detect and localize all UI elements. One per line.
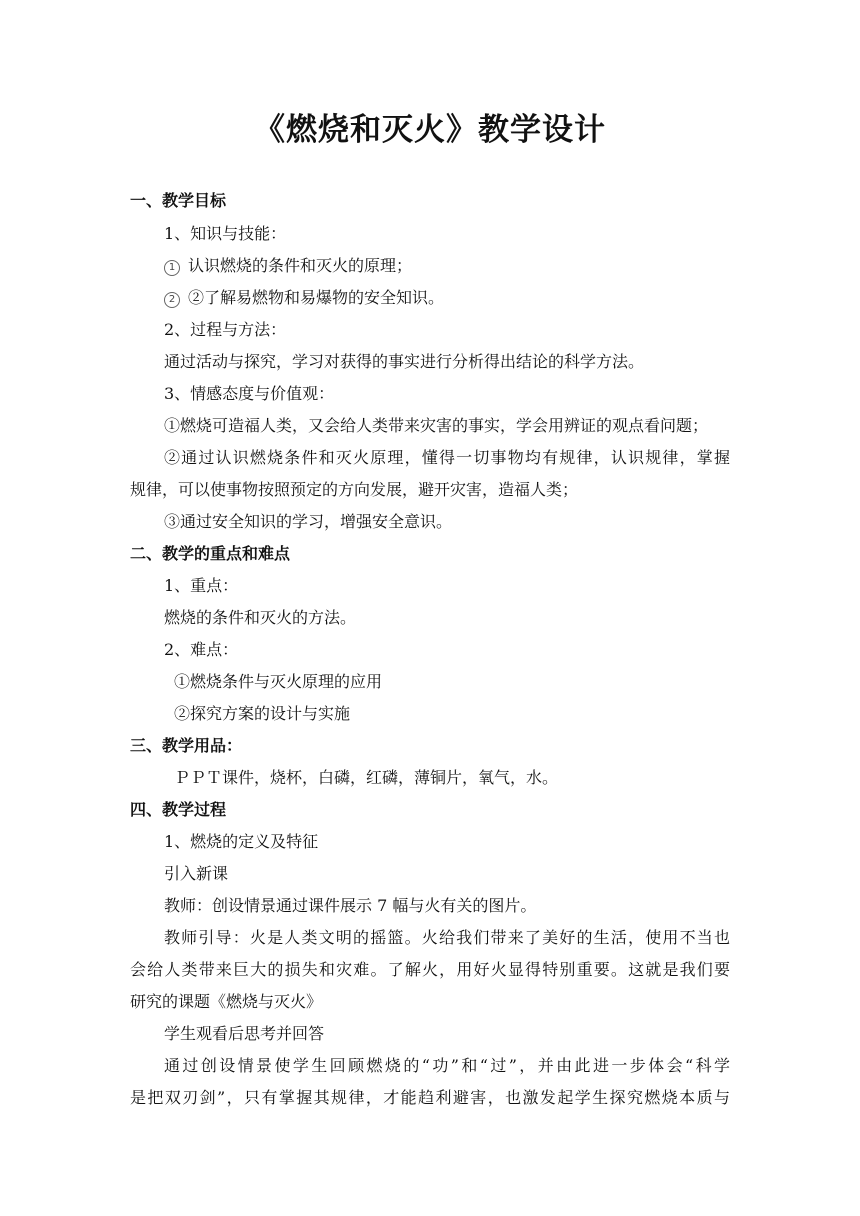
paragraph: 燃烧的条件和灭火的方法。	[164, 608, 357, 627]
list-item-text: 认识燃烧的条件和灭火的原理；	[188, 256, 413, 275]
paragraph: ①燃烧可造福人类，又会给人类带来灾害的事实，学会用辨证的观点看问题；	[164, 416, 709, 435]
subheading-attitude-values: 3、情感态度与价值观：	[164, 384, 335, 403]
paragraph: 教师引导：火是人类文明的摇篮。火给我们带来了美好的生活，使用不当也	[164, 928, 730, 947]
paragraph: 规律，可以使事物按照预定的方向发展，避开灾害，造福人类；	[130, 480, 579, 499]
subheading: 1、燃烧的定义及特征	[164, 832, 319, 851]
subheading-process-method: 2、过程与方法：	[164, 320, 287, 339]
paragraph: 通过创设情景使学生回顾燃烧的“功”和“过”，并由此进一步体会“科学	[164, 1056, 730, 1075]
subheading-difficulty: 2、难点：	[164, 640, 239, 659]
paragraph: 研究的课题《燃烧与灭火》	[130, 992, 323, 1011]
section-heading-key-points: 二、教学的重点和难点	[130, 544, 291, 563]
circled-number-icon: 1	[164, 260, 180, 276]
section-heading-process: 四、教学过程	[130, 800, 227, 819]
list-item: ②探究方案的设计与实施	[174, 704, 351, 723]
document-title: 《燃烧和灭火》教学设计	[254, 112, 606, 148]
paragraph: 教师：创设情景通过课件展示 7 幅与火有关的图片。	[164, 896, 537, 915]
list-item	[164, 256, 412, 276]
list-item	[164, 288, 444, 308]
list-item-text: ②了解易燃物和易爆物的安全知识。	[188, 288, 445, 307]
section-heading-materials: 三、教学用品：	[130, 736, 243, 755]
subheading-knowledge-skills: 1、知识与技能：	[164, 224, 287, 243]
list-item: ①燃烧条件与灭火原理的应用	[174, 672, 383, 691]
paragraph: 引入新课	[164, 864, 229, 883]
paragraph: 通过活动与探究，学习对获得的事实进行分析得出结论的科学方法。	[164, 352, 645, 371]
section-heading-objectives: 一、教学目标	[130, 191, 227, 210]
paragraph: ③通过安全知识的学习，增强安全意识。	[164, 512, 453, 531]
paragraph: ②通过认识燃烧条件和灭火原理，懂得一切事物均有规律，认识规律，掌握	[164, 448, 730, 467]
paragraph: ＰＰＴ课件，烧杯，白磷，红磷，薄铜片，氧气，水。	[174, 768, 559, 787]
subheading-key-point: 1、重点：	[164, 576, 239, 595]
paragraph: 是把双刃剑”，只有掌握其规律，才能趋利避害，也激发起学生探究燃烧本质与	[130, 1088, 730, 1107]
circled-number-icon: 2	[164, 292, 180, 308]
paragraph: 会给人类带来巨大的损失和灾难。了解火，用好火显得特别重要。这就是我们要	[130, 960, 730, 979]
paragraph: 学生观看后思考并回答	[164, 1024, 325, 1043]
